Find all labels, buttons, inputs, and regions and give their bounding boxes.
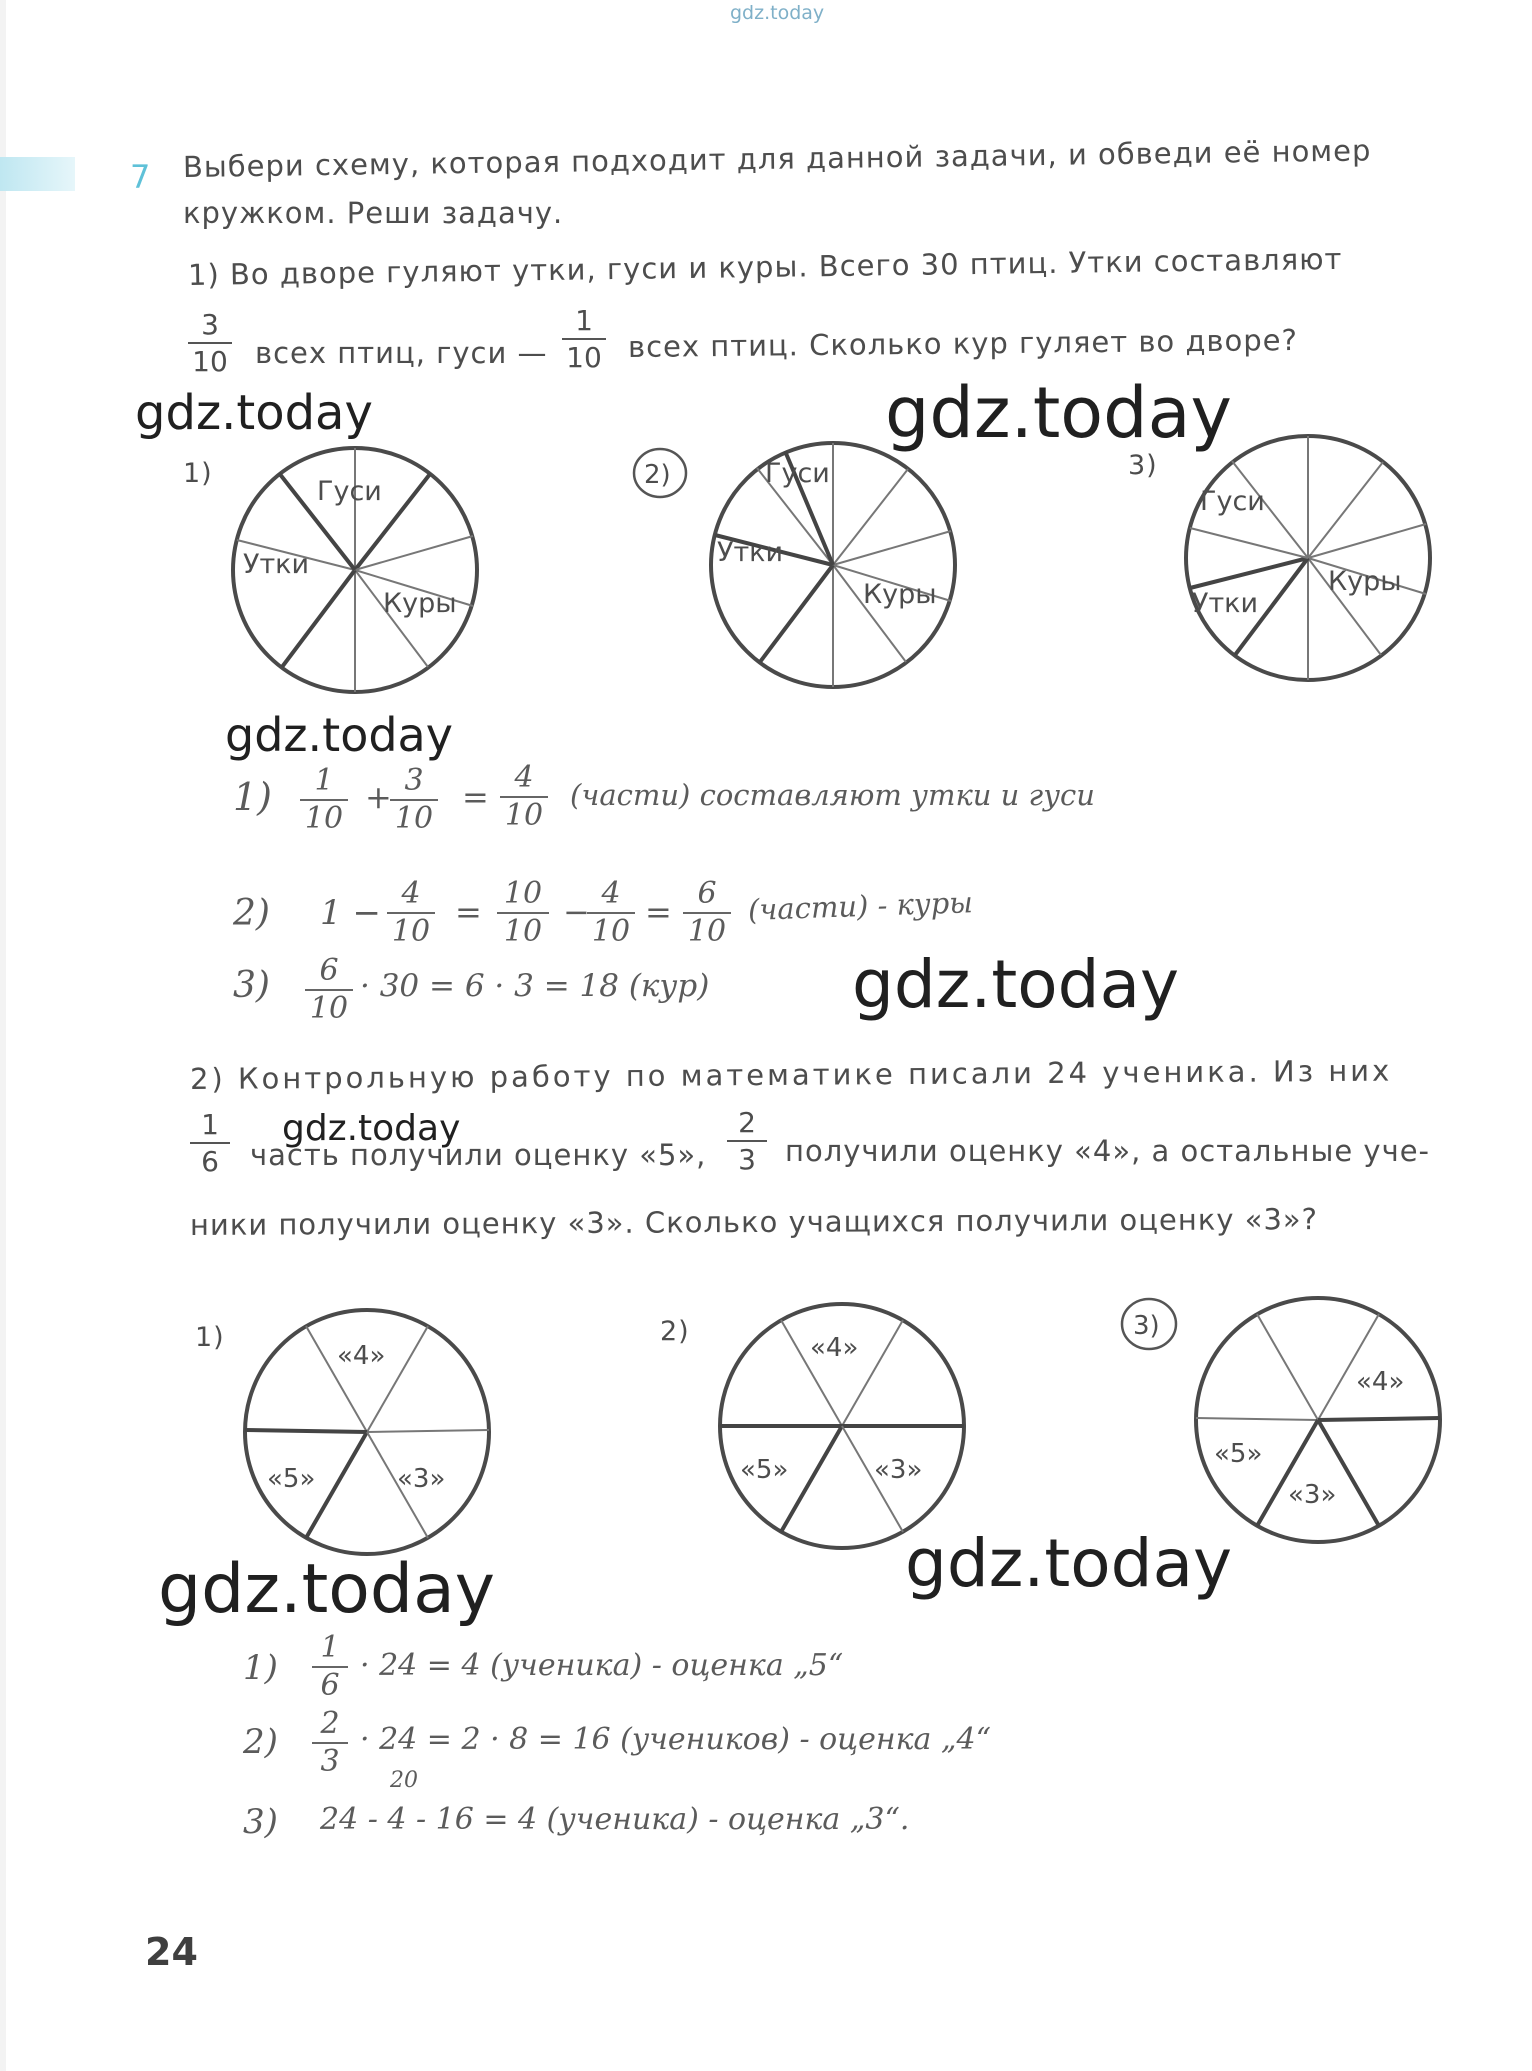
p1-step1-frac1: 1 10 [300,765,348,834]
p1-step1-num: 1) [233,775,273,819]
p2-diagram3 [1188,1290,1448,1550]
p2d1-label-5: «5» [267,1464,316,1494]
watermark-1: gdz.today [135,385,373,441]
problem1-fraction-geese: 1 10 [562,306,606,373]
p2d2-label-3: «3» [874,1455,923,1485]
p1-step3-text: · 30 = 6 · 3 = 18 (кур) [360,968,710,1004]
task-instruction-line1: Выбери схему, которая подходит для данной задачи, и обведи её номер [182,133,1372,184]
problem2-mid-text: часть получили оценку «5», [250,1138,707,1172]
p1-diagram3-label: 3) [1128,450,1158,481]
p1-step2-eq1: = [455,893,482,931]
p1-step3-frac1: 6 10 [305,955,353,1024]
p1-step3-num: 3) [233,965,270,1006]
p2d2-label-5: «5» [740,1455,789,1485]
p2d1-label-4: «4» [337,1341,386,1371]
p1-step2-frac1: 4 10 [387,878,435,947]
p2-diagram1-label: 1) [195,1322,225,1353]
p1d2-label: 2) [644,460,671,490]
p2-diagram2-label: 2) [660,1316,690,1347]
p2-step3-num: 3) [243,1802,278,1842]
watermark-6: gdz.today [158,1550,495,1629]
p2-step3-note: 20 [390,1768,418,1793]
p1d3-label-hens: Куры [1328,566,1402,597]
watermark-3: gdz.today [225,708,453,762]
problem1-fraction-ducks: 3 10 [188,310,232,377]
p1-diagram1-label: 1) [183,458,213,489]
problem2-end-text: получили оценку «4», а остальные уче- [785,1134,1431,1168]
p2d3-label-3: «3» [1288,1480,1337,1510]
p1d2-label-hens: Куры [863,579,937,610]
p1-diagram2 [703,435,963,695]
p2-diagram2 [712,1296,972,1556]
watermark-7: gdz.today [905,1525,1233,1602]
p2-diagram3-circled-label [1118,1295,1180,1353]
task-marker-tab [0,157,75,191]
task-number: 7 [130,158,151,196]
p2-step2-num: 2) [243,1722,278,1762]
p1-diagram1 [225,440,485,700]
p1d2-label-ducks: Утки [717,537,784,568]
p1-step2-minus: − [563,893,590,931]
p2-step1-num: 1) [243,1648,278,1688]
page-edge-shadow [0,0,6,2071]
p1-step1-plus: + [365,778,392,816]
watermark-4: gdz.today [852,946,1180,1023]
p1-step1-frac2: 3 10 [390,765,438,834]
p1d2-label-geese: Гуси [765,458,830,489]
watermark-2: gdz.today [885,372,1232,454]
p1-step2-text: (части) - куры [747,885,974,927]
p1d1-label-hens: Куры [383,588,457,619]
task-instruction-line2: кружком. Реши задачу. [183,196,564,230]
p1-diagram2-circled-label [630,445,690,501]
p2d3-label: 3) [1133,1311,1160,1341]
problem2-line3: ники получили оценку «3». Сколько учащихся получили оценку «3»? [189,1202,1319,1242]
page-number: 24 [145,1930,198,1974]
p2-step2-text: · 24 = 2 · 8 = 16 (учеников) - оценка „4“ [360,1722,991,1757]
top-watermark: gdz.today [730,2,825,24]
p1-step1-eq: = [462,778,489,816]
problem2-line1: 2) Контрольную работу по математике писали 24 ученика. Из них [189,1053,1393,1096]
p1-step1-text: (части) составляют утки и гуси [570,778,1095,812]
problem1-end-text: всех птиц. Сколько кур гуляет во дворе? [627,322,1299,364]
p1d1-label-ducks: Утки [243,549,310,580]
p2d2-label-4: «4» [810,1333,859,1363]
p2-step1-frac1: 1 6 [312,1632,348,1701]
p2-step3-text: 24 - 4 - 16 = 4 (ученика) - оценка „3“. [320,1802,910,1837]
p1-step1-frac3: 4 10 [500,762,548,831]
p1-diagram3 [1178,428,1438,688]
p2d3-label-5: «5» [1214,1439,1263,1469]
p1-step2-frac4: 6 10 [683,878,731,947]
p1-step2-eq2: = [645,893,672,931]
p2-step1-text: · 24 = 4 (ученика) - оценка „5“ [360,1648,844,1683]
p1-step2-one: 1 − [320,893,381,933]
p2d1-label-3: «3» [397,1464,446,1494]
p2d3-label-4: «4» [1356,1367,1405,1397]
p1d3-label-ducks: Утки [1192,588,1259,619]
p1d3-label-geese: Гуси [1200,486,1265,517]
p2-diagram1 [237,1302,497,1562]
problem1-mid-text: всех птиц, гуси — [255,336,548,370]
p1-step2-frac2: 10 10 [497,878,549,947]
p1-step2-frac3: 4 10 [587,878,635,947]
p2-step2-frac1: 2 3 [312,1708,348,1777]
watermark-5: gdz.today [282,1108,461,1149]
p1-step2-num: 2) [233,893,270,934]
problem2-fraction-five: 1 6 [190,1110,230,1177]
p1d1-label-geese: Гуси [317,476,382,507]
problem2-fraction-four: 2 3 [727,1108,767,1175]
problem1-line1: 1) Во дворе гуляют утки, гуси и куры. Всего 30 птиц. Утки составляют [187,241,1343,292]
